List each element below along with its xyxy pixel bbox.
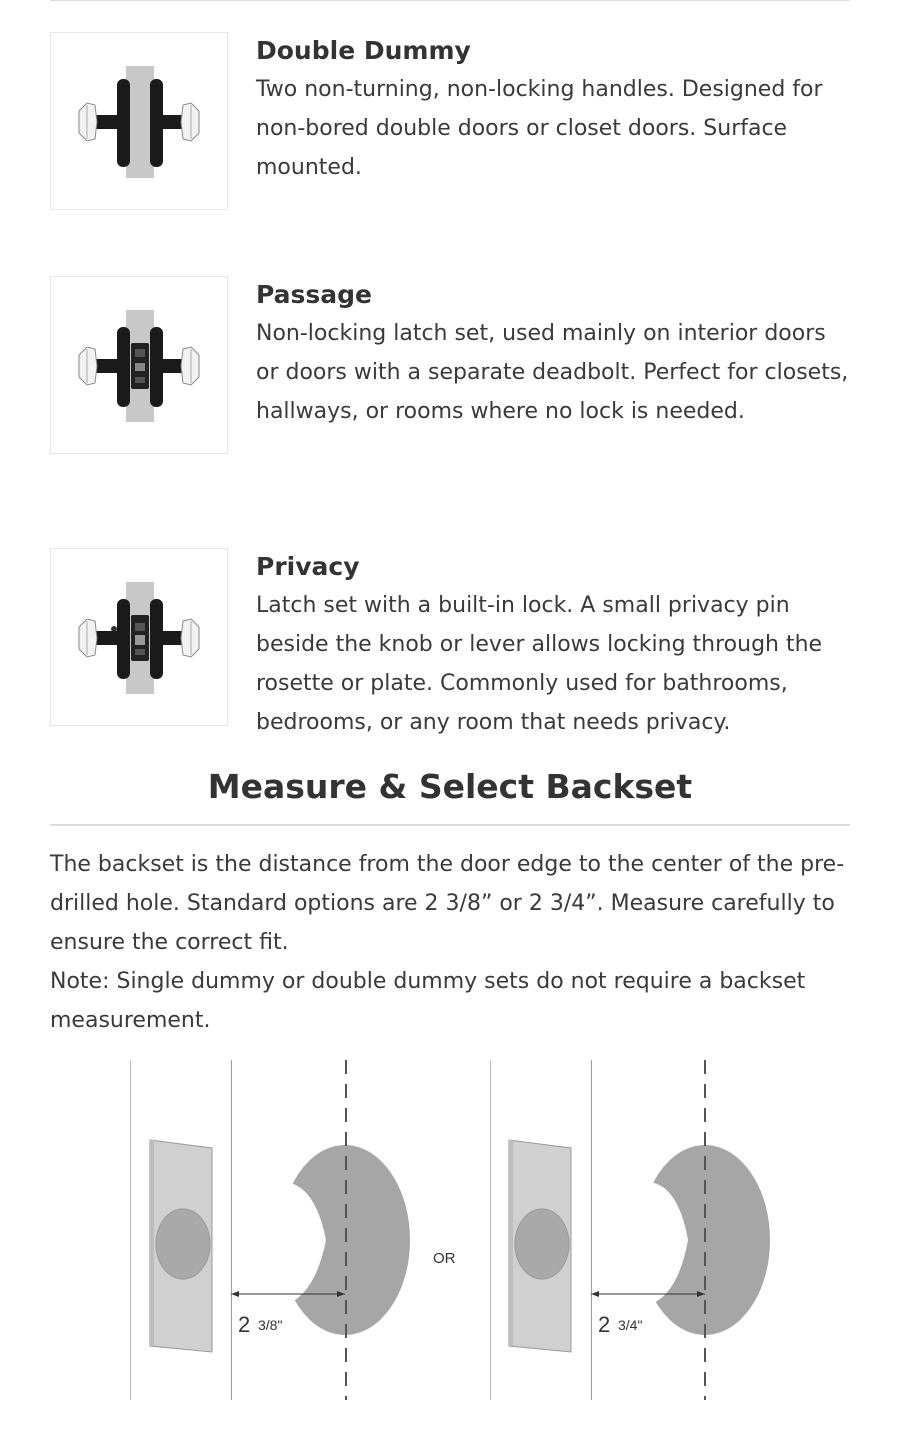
option-description: Latch set with a built-in lock. A small privacy pin beside the knob or lever allows locking through the rosette or plate. Commonly used for bathrooms, bedrooms, or any room that needs privacy. xyxy=(256,593,823,735)
right-backset-whole: 2 xyxy=(598,1312,611,1337)
or-label: OR xyxy=(433,1250,456,1267)
section-divider xyxy=(50,824,850,826)
option-title: Privacy xyxy=(256,552,360,581)
privacy-knob-icon xyxy=(50,548,228,726)
option-description: Non-locking latch set, used mainly on interior doors or doors with a separate deadbolt. Perfect for closets, hallways, or rooms where no lock is needed. xyxy=(256,321,849,424)
backset-description xyxy=(50,845,850,1040)
backset-diagram-left xyxy=(131,1060,411,1400)
option-title: Passage xyxy=(256,280,373,309)
passage-knob-icon xyxy=(50,276,228,454)
backset-paragraph: The backset is the distance from the door edge to the center of the pre-drilled hole. Standard options are 2 3/8” or 2 3/4”. Measure carefully to ensure the correct fit. xyxy=(50,852,845,955)
backset-diagram-right xyxy=(491,1060,771,1400)
top-divider xyxy=(50,0,850,1)
backset-diagram xyxy=(130,1060,780,1400)
right-backset-fraction: 3/4" xyxy=(618,1317,643,1333)
option-title: Double Dummy xyxy=(256,36,471,65)
left-backset-whole: 2 xyxy=(238,1312,251,1337)
left-backset-fraction: 3/8" xyxy=(258,1317,283,1333)
double-dummy-knob-icon xyxy=(50,32,228,210)
backset-note: Note: Single dummy or double dummy sets do not require a backset measurement. xyxy=(50,969,806,1033)
section-title: Measure & Select Backset xyxy=(207,767,693,806)
option-description: Two non-turning, non-locking handles. Designed for non-bored double doors or closet doors. Surface mounted. xyxy=(256,77,823,180)
